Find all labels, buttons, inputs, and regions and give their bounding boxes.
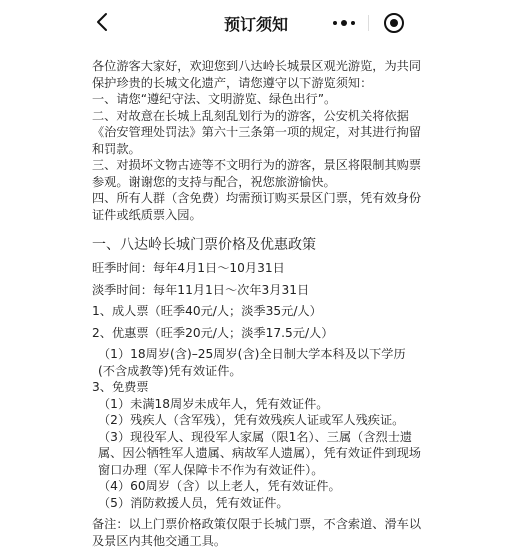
top-navigation-bar: [0, 0, 512, 44]
intro-item-2: 二、对故意在长城上乱刻乱划行为的游客，公安机关将依据《治安管理处罚法》第六十三条第一项的规定，对其进行拘留和罚款。: [92, 108, 422, 156]
intro-greeting: 各位游客大家好，欢迎您到八达岭长城景区观光游览，为共同保护珍贵的长城文化遗产，请您遵守以下游览须知：: [92, 59, 422, 90]
notice-content: [92, 58, 422, 549]
free-item-1: （1）未满18周岁未成年人，凭有效证件。: [98, 396, 329, 411]
intro-item-3: 三、对损坏文物古迹等不文明行为的游客，景区将限制其购票参观。谢谢您的支持与配合，祝您旅游愉快。: [92, 158, 422, 189]
more-dots-icon: [333, 21, 337, 25]
free-ticket-heading: 3、免费票: [92, 380, 149, 394]
ticket-note: 备注：以上门票价格政策仅限于长城门票，不含索道、滑车以及景区内其他交通工具。: [92, 517, 422, 548]
discount-ticket: 2、优惠票（旺季20元/人；淡季17.5元/人）: [92, 325, 334, 340]
more-dot-center: [341, 20, 347, 26]
free-item-2: （2）残疾人（含军残），凭有效残疾人证或军人残疾证。: [98, 413, 405, 427]
off-peak-season: 淡季时间：每年11月1日～次年3月31日: [92, 282, 310, 297]
target-circle-icon: [382, 11, 406, 35]
more-dot-right: [351, 21, 355, 25]
more-button[interactable]: [322, 9, 366, 37]
free-item-4: （4）60周岁（含）以上老人，凭有效证件。: [98, 479, 341, 493]
page-title: 预订须知: [223, 15, 288, 34]
section-heading: 一、八达岭长城门票价格及优惠政策: [92, 237, 316, 253]
free-item-3: （3）现役军人、现役军人家属（限1名）、三属（含烈士遗属、因公牺牲军人遗属、病故军人遗属），凭有效证件到现场窗口办理（军人保障卡不作为有效证件）。: [98, 429, 421, 477]
intro-item-4: 四、所有人群（含免费）均需预订购买景区门票，凭有效身份证件或纸质票入园。: [92, 191, 422, 222]
free-item-5: （5）消防救援人员，凭有效证件。: [98, 495, 289, 510]
capsule-divider: [368, 15, 369, 31]
adult-ticket: 1、成人票（旺季40元/人；淡季35元/人）: [92, 304, 322, 318]
discount-rule: （1）18周岁(含)–25周岁(含)全日制大学本科及以下学历(不含成教等)凭有效证件。: [98, 347, 406, 378]
mini-program-capsule: [322, 9, 414, 37]
intro-item-1: 一、请您“遵纪守法、文明游览、绿色出行”。: [92, 92, 337, 106]
peak-season: 旺季时间：每年4月1日～10月31日: [92, 261, 285, 275]
close-mini-program-button[interactable]: [382, 11, 406, 35]
